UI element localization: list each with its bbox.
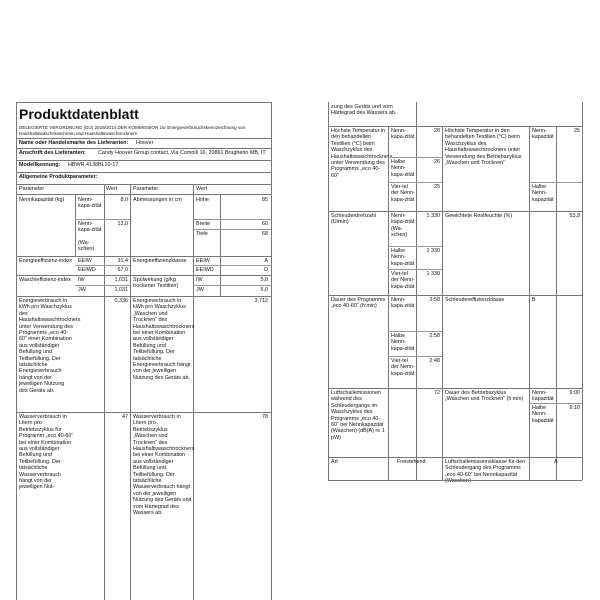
- maxtemp-wd-rated-label: Nenn-kapazität: [532, 128, 554, 141]
- noise-class-label: Luftschallemissionsklasse für den Schleudergang des Programms „eco 40-60“ bei Nennkapazität (Waschen): [445, 459, 526, 485]
- duration-rated-label: Nenn-kapa-zität: [391, 297, 415, 310]
- width-label: Breite: [196, 221, 211, 227]
- general-params-label: Allgemeine Produktparameter:: [19, 174, 98, 180]
- spin-class-value: B: [532, 297, 536, 303]
- rinse-jw-value: 5,0: [260, 287, 268, 293]
- maxtemp-rated-value: 28: [434, 128, 440, 134]
- capacity-wd-value: 13,0: [117, 221, 128, 227]
- type-label: Art: [331, 459, 338, 465]
- depth-label: Tiefe: [196, 231, 208, 237]
- eei-w-label: EEIW: [78, 258, 92, 264]
- wei-label: Waschleffizienz-index: [19, 277, 71, 283]
- rinse-label: Spülwirkung (g/kg trockener Textilien): [133, 277, 179, 290]
- eec-wd-label: EEIWD: [196, 267, 214, 273]
- water-wash-value: 47: [122, 414, 128, 420]
- noise-label: Luftschallemissionen während des Schleudergangs im Waschzyklus des Programms „eco 40-60“ bei Nennkapazität (Waschen) (dB(A) re 1 pW): [331, 390, 385, 441]
- wei-iw-label: IW: [78, 277, 85, 283]
- moisture-value: 53,9: [569, 213, 580, 219]
- spin-rated-value: 1 330: [426, 213, 440, 219]
- width-value: 60: [262, 221, 268, 227]
- rinse-iw-label: IW: [196, 277, 203, 283]
- rinse-iw-value: 5,0: [260, 277, 268, 283]
- wd-duration-rated-label: Nenn-kapazität: [532, 390, 554, 403]
- header-parameter-2: Parameter: [133, 186, 159, 192]
- duration-half-value: 2:58: [429, 333, 440, 339]
- eec-label: Energieeffizienzklasse: [133, 258, 187, 264]
- capacity-rated-label-2: Nenn-kapa-zität: [78, 221, 102, 234]
- noise-value: 72: [434, 390, 440, 396]
- water-wd-label: Wasserverbrauch in Litern pro Betriebszyklus „Waschen und Trocknen“ des Haushaltswaschtrockners bei einer Kombination aus vollständiger Befüllung und Teilbefüllung. Der tatsächliche Wasserverbrauch hängt von der jeweiligen Nutzung des Geräts und vom Härtegrad des Wassers ab.: [133, 414, 195, 517]
- energy-wd-value: 3,712: [254, 298, 268, 304]
- model-label: Modellkennung:: [19, 162, 61, 168]
- spin-quarter-value: 1 330: [426, 271, 440, 277]
- wei-iw-value: 1,031: [114, 277, 128, 283]
- supplier-value: Hoover: [136, 140, 154, 146]
- eec-wd-value: D: [264, 267, 268, 273]
- document-title: Produktdatenblatt: [19, 106, 139, 122]
- eei-label: Energieeffizienz-index: [19, 258, 72, 264]
- spin-quarter-label: Vier-tel der Nenn-kapa-zität: [391, 271, 415, 290]
- wd-duration-label: Dauer des Betriebszyklus „Waschen und Trocknen“ (h:min): [445, 390, 524, 403]
- water-continued-text: zung des Geräts und vom Härtegrad des Wassers ab.: [331, 104, 397, 117]
- header-parameter: Parameter: [19, 186, 45, 192]
- maxtemp-half-value: 26: [434, 159, 440, 165]
- eei-wd-value: 67,0: [117, 267, 128, 273]
- wd-duration-rated-value: 9:00: [569, 390, 580, 396]
- energy-wd-label: Energieverbrauch in kWh pro Waschzyklus „Waschen und Trocknen“ des Haushaltswaschtrockners bei einer Kombination aus vollständiger Befüllung und Teilbefüllung. Der tatsächliche Energieverbrauch hängt von der jeweiligen Nutzung des Geräts ab.: [133, 298, 195, 381]
- duration-quarter-label: Vier-tel der Nenn-kapa-zität: [391, 358, 415, 377]
- spin-half-value: 1 330: [426, 248, 440, 254]
- address-value: Candy Hoover Group contact, Via Comolli 16, 20861 Brugherio MB, IT: [98, 150, 266, 156]
- wei-jw-label: JW: [78, 287, 86, 293]
- duration-label: Dauer des Programms „eco 40-60“ (h:min): [331, 297, 386, 310]
- maxtemp-quarter-value: 25: [434, 184, 440, 190]
- maxtemp-wd-rated-value: 25: [574, 128, 580, 134]
- model-value: HBWR 4138BL10-17: [68, 162, 119, 168]
- wd-duration-half-label: Halbe Nenn-kapazität: [532, 405, 554, 424]
- height-value: 85: [262, 197, 268, 203]
- maxtemp-wd-label: Höchste Temperatur in den behandelten Textilien (°C) beim Waschzyklus des Haushaltswaschtrockners unter Verwendung des Betriebszyklus „Waschen und Trocknen“: [445, 128, 522, 167]
- supplier-label: Name oder Handelsmarke des Lieferanten:: [19, 140, 129, 146]
- maxtemp-wash-label: Höchste Temperatur in den behandelten Textilien (°C) beim Waschzyklus des Haushaltswaschtrockners unter Verwendung des Programms „eco 40-60“: [331, 128, 393, 179]
- capacity-wash-label: (Wa-schen): [78, 240, 95, 253]
- capacity-wash-value: 8,0: [120, 197, 128, 203]
- duration-rated-value: 3:58: [429, 297, 440, 303]
- maxtemp-half-label: Halbe Nenn-kapa-zität: [391, 159, 415, 178]
- maxtemp-rated-label: Nenn-kapa-zität: [391, 128, 415, 141]
- energy-wash-label: Energieverbrauch in kWh pro Waschzyklus des Haushaltswaschtrockners unter Verwendung des Programms „eco 40-60“ einer Kombination aus vollständiger Befüllung und Teilbefüllung. Der tatsächliche Energieverbrauch hängt von der jeweiligen Nutzung des Geräts ab.: [19, 298, 81, 394]
- duration-quarter-value: 2:48: [429, 358, 440, 364]
- duration-half-label: Halbe Nenn-kapa-zität: [391, 333, 415, 352]
- capacity-rated-label: Nenn-kapa-zität: [78, 197, 102, 210]
- moisture-label: Gewichtete Restfeuchte (%): [445, 213, 513, 219]
- water-wash-label: Wasserverbrauch in Litern pro Betriebszyklus für Programm „eco 40-60“ bei einer Kombination aus vollständiger Befüllung und Teilbefüllung. Der tatsächliche Wasserverbrauch hängt von der jeweiligen Nut-: [19, 414, 74, 491]
- height-label: Höhe: [196, 197, 209, 203]
- eec-w-value: A: [264, 258, 268, 264]
- maxtemp-wd-half-label: Halbe Nenn-kapazität: [532, 184, 554, 203]
- capacity-label: Nennkapazität (kg): [19, 197, 65, 203]
- regulation-text: DELEGIERTE VERORDNUNG (EU) 2019/2014 DER KOMMISSION zur Energieverbrauchskennzeichnung von Haushaltswaschmaschinen und Haushaltswaschtrocknern: [19, 125, 246, 136]
- header-value-2: Wert: [196, 186, 208, 192]
- address-label: Anschrift des Lieferanten:: [19, 150, 86, 156]
- eei-wd-label: EEIWD: [78, 267, 96, 273]
- wei-jw-value: 1,031: [114, 287, 128, 293]
- eei-w-value: 31,4: [117, 258, 128, 264]
- spin-class-label: Schleudereffizienzklasse: [445, 297, 505, 303]
- depth-value: 68: [262, 231, 268, 237]
- spin-rated-label: Nenn-kapa-zität (Wa-schen): [391, 213, 415, 239]
- noise-class-value: A: [554, 459, 558, 465]
- type-value: Freistehend: [397, 459, 426, 465]
- eec-w-label: EEIW: [196, 258, 210, 264]
- header-value: Wert: [106, 186, 118, 192]
- rinse-jw-label: JW: [196, 287, 204, 293]
- wd-duration-half-value: 6:10: [569, 405, 580, 411]
- energy-wash-value: 0,336: [114, 298, 128, 304]
- water-wd-value: 78: [262, 414, 268, 420]
- maxtemp-quarter-label: Vier-tel der Nenn-kapa-zität: [391, 184, 415, 203]
- spin-half-label: Halbe Nenn-kapa-zität: [391, 248, 415, 267]
- dimensions-label: Abmessungen in cm: [133, 197, 182, 203]
- spin-speed-label: Schleuderdrehzahl (U/min): [331, 213, 376, 226]
